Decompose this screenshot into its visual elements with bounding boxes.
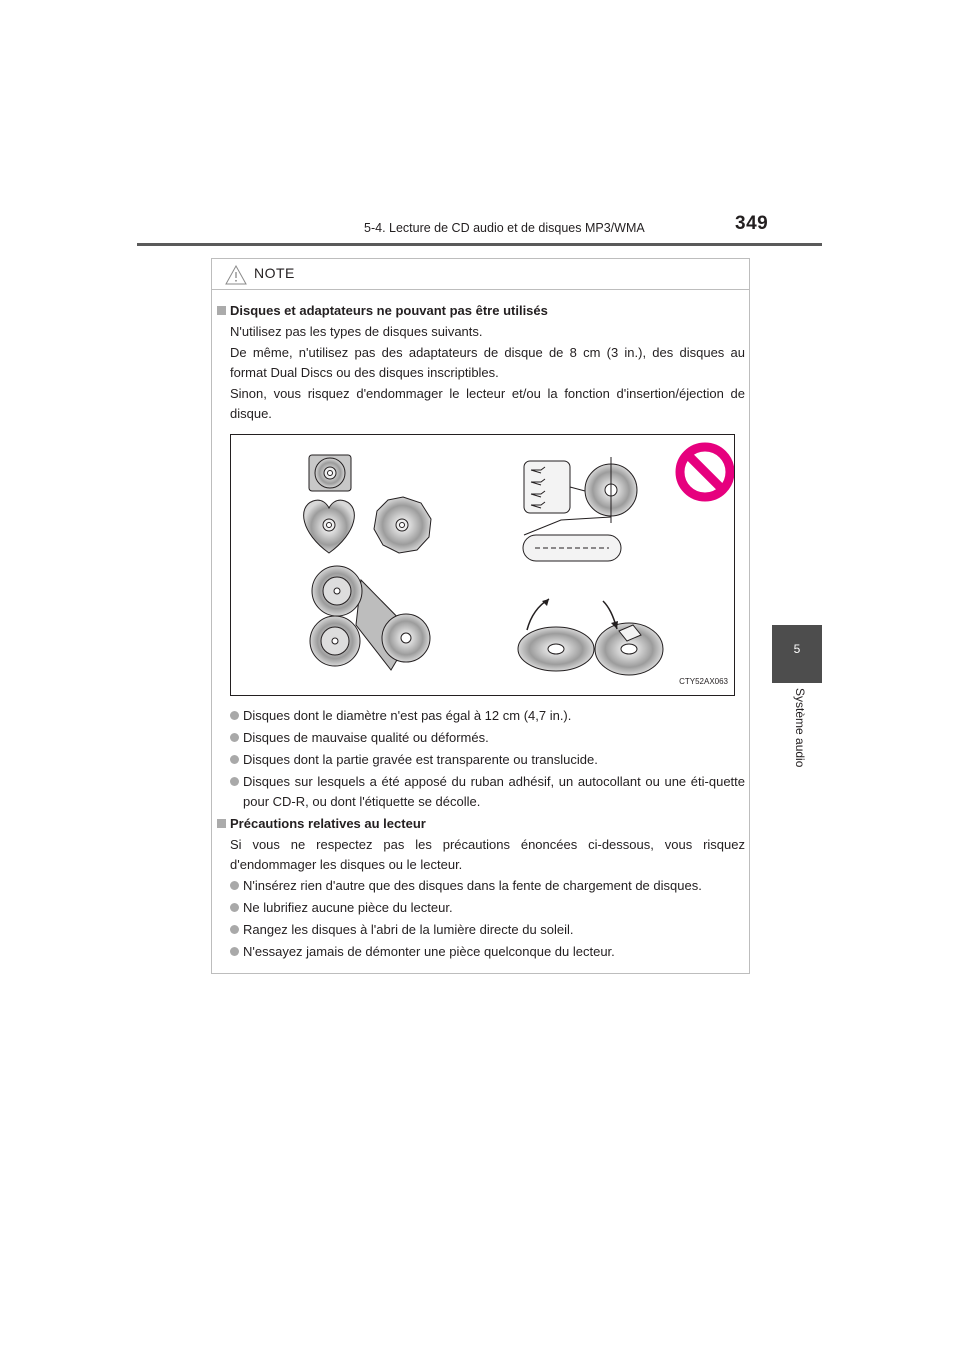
bullet-text: N'essayez jamais de démonter une pièce quelconque du lecteur. — [243, 944, 615, 959]
note-box — [211, 258, 750, 974]
bullet-icon — [230, 777, 239, 786]
list-item — [230, 876, 745, 896]
page-number: 349 — [735, 213, 769, 234]
list-item — [230, 920, 745, 940]
section-heading-player-precautions — [217, 814, 745, 834]
paragraph: N'utilisez pas les types de disques suivants. — [230, 324, 483, 339]
warning-triangle-icon — [225, 265, 247, 285]
list-item — [230, 750, 745, 770]
heading-text: Précautions relatives au lecteur — [230, 816, 426, 831]
bullet-text: Disques dont la partie gravée est transparente ou translucide. — [243, 752, 598, 767]
bullet-text: Disques dont le diamètre n'est pas égal à 12 cm (4,7 in.). — [243, 708, 572, 723]
square-bullet-icon — [217, 306, 226, 315]
polygon-disc-icon — [374, 497, 431, 553]
header-rule — [137, 243, 822, 246]
bullet-icon — [230, 881, 239, 890]
list-item — [230, 772, 745, 812]
bullet-icon — [230, 711, 239, 720]
bullet-icon — [230, 755, 239, 764]
unusable-discs-figure — [230, 434, 735, 696]
paragraph: Sinon, vous risquez d'endommager le lecteur et/ou la fonction d'insertion/éjection de disque. — [230, 386, 745, 421]
disc-adapter-icon — [310, 566, 430, 670]
note-content — [217, 301, 745, 964]
note-header — [212, 259, 749, 290]
figure-code: CTY52AX063 — [679, 677, 728, 686]
paragraph: De même, n'utilisez pas des adaptateurs de disque de 8 cm (3 in.), des disques au format Dual Discs ou des disques inscriptibles. — [230, 345, 745, 380]
warped-disc-icon — [518, 599, 594, 671]
bullet-text: N'insérez rien d'autre que des disques dans la fente de chargement de disques. — [243, 878, 702, 893]
section-title: 5-4. Lecture de CD audio et de disques MP3/WMA — [364, 221, 645, 235]
bullet-text: Rangez les disques à l'abri de la lumière directe du soleil. — [243, 922, 574, 937]
note-label: NOTE — [254, 265, 295, 281]
bullet-text: Disques de mauvaise qualité ou déformés. — [243, 730, 489, 745]
side-tab-number: 5 — [793, 642, 801, 656]
side-tab-label: Système audio — [793, 688, 807, 768]
list-item — [230, 898, 745, 918]
bullet-icon — [230, 903, 239, 912]
list-item — [230, 706, 745, 726]
bullet-text: Disques sur lesquels a été apposé du ruban adhésif, un autocollant ou une éti-quette pour CD-R, ou dont l'étiquette se décolle. — [243, 774, 745, 809]
paragraph: Si vous ne respectez pas les précautions énoncées ci-dessous, vous risquez d'endommager les disques ou le lecteur. — [230, 837, 745, 872]
square-disc-icon — [309, 455, 351, 491]
heading-text: Disques et adaptateurs ne pouvant pas être utilisés — [230, 303, 548, 318]
bullet-icon — [230, 733, 239, 742]
bullet-text: Ne lubrifiez aucune pièce du lecteur. — [243, 900, 453, 915]
discs-illustration — [231, 435, 734, 695]
section-heading-unusable-discs — [217, 301, 745, 321]
bullet-icon — [230, 947, 239, 956]
list-item — [230, 728, 745, 748]
square-bullet-icon — [217, 819, 226, 828]
dual-disc-loader-icon — [523, 457, 637, 561]
labeled-disc-icon — [595, 601, 663, 675]
bullet-icon — [230, 925, 239, 934]
heart-disc-icon — [304, 500, 355, 553]
prohibition-icon — [680, 447, 730, 497]
list-item — [230, 942, 745, 962]
